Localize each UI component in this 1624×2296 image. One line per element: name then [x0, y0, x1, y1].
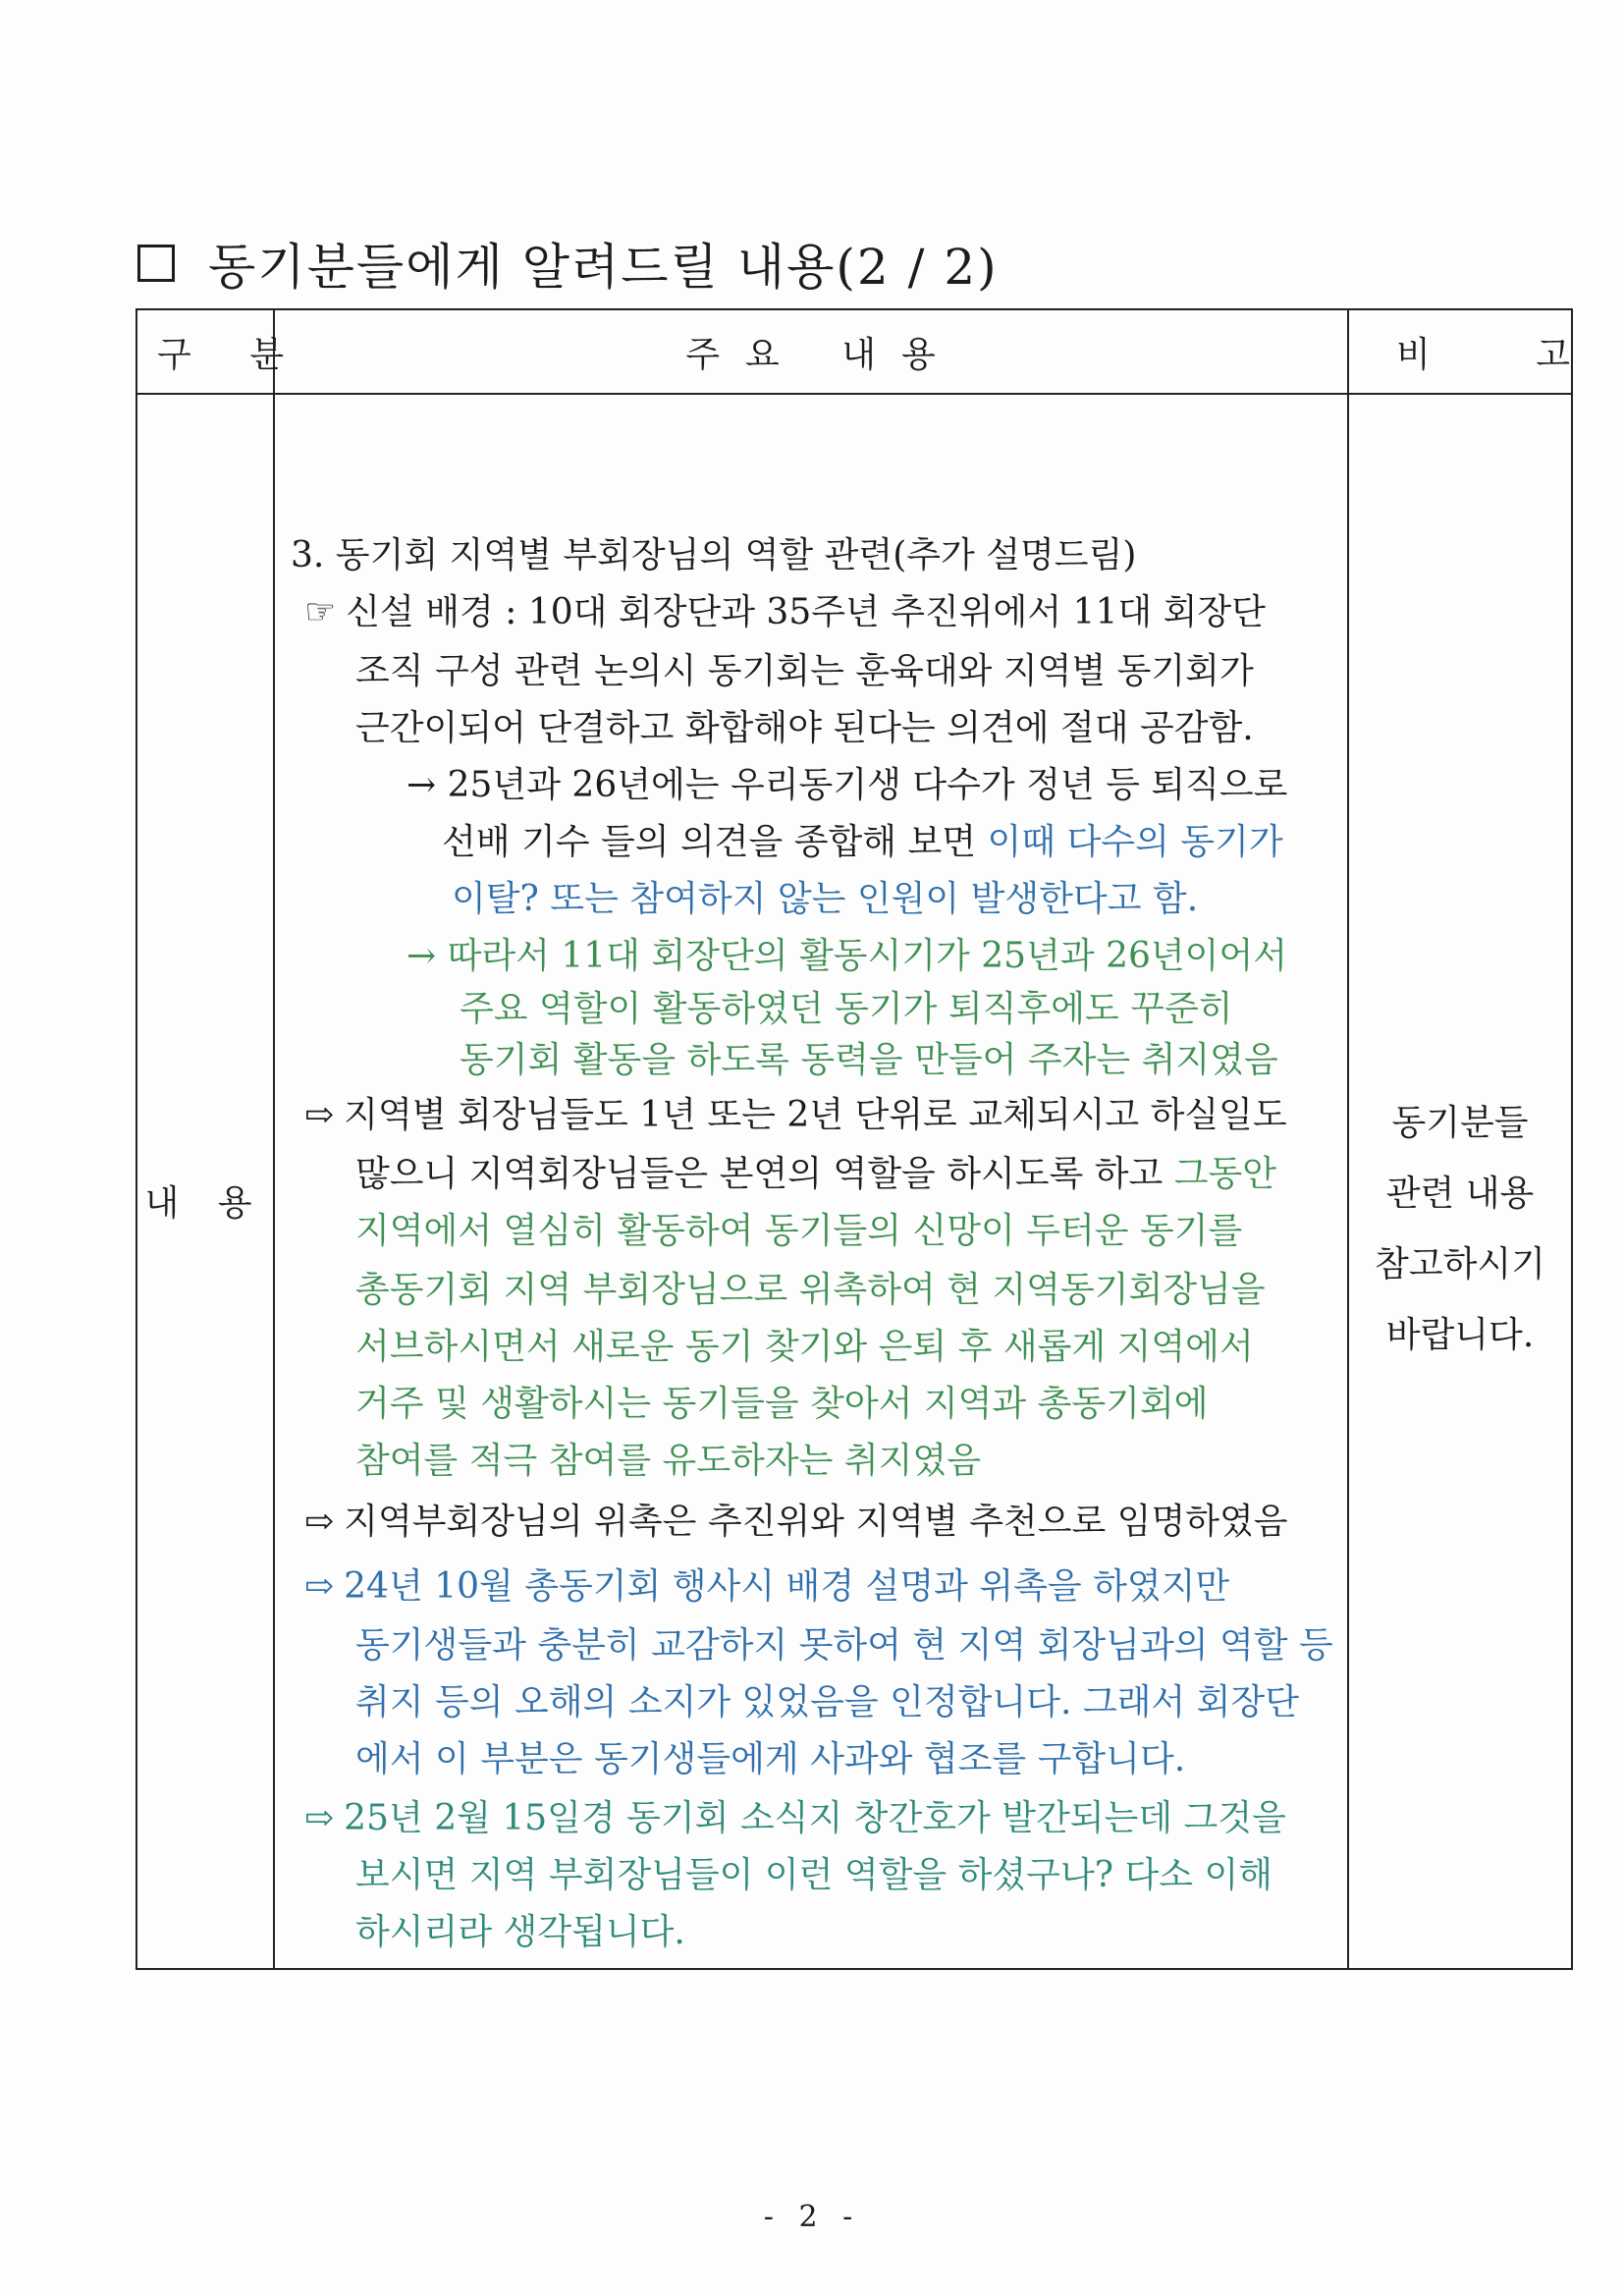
background-line-1: ☞ 신설 배경 : 10대 회장단과 35주년 추진위에서 11대 회장단 — [304, 592, 1266, 632]
pointing-hand-icon: ☞ — [304, 592, 337, 632]
outline-arrow-icon: ⇨ — [304, 1502, 335, 1542]
regional-line-5: 서브하시면서 새로운 동기 찾기와 은퇴 후 새롭게 지역에서 — [355, 1327, 1254, 1367]
outline-arrow-icon: ⇨ — [304, 1798, 335, 1838]
remark-line: 참고하시기 — [1375, 1244, 1545, 1285]
section-title: 3. 동기회 지역별 부회장님의 역할 관련(추가 설명드림) — [291, 535, 1137, 575]
arrow-line-4: → 따라서 11대 회장단의 활동시기가 25년과 26년이어서 — [406, 936, 1287, 976]
page-heading — [137, 228, 999, 299]
arrow-line-5: 주요 역할이 활동하였던 동기가 퇴직후에도 꾸준히 — [460, 989, 1233, 1029]
regional-line-2: 많으니 지역회장님들은 본연의 역할을 하시도록 하고 그동안 — [355, 1154, 1277, 1194]
regional-line-1: ⇨ 지역별 회장님들도 1년 또는 2년 단위로 교체되시고 하실일도 — [304, 1095, 1287, 1135]
checkbox-square-icon — [137, 245, 175, 282]
content-cell — [274, 394, 1348, 1969]
notice-table — [135, 308, 1617, 1970]
newsletter-line-2: 보시면 지역 부회장님들이 이런 역할을 하셨구나? 다소 이해 — [355, 1855, 1273, 1895]
header-gubun: 구 분 — [136, 309, 274, 394]
regional-line-7: 참여를 적극 참여를 유도하자는 취지였음 — [355, 1441, 981, 1481]
newsletter-line-1: ⇨ 25년 2월 15일경 동기회 소식지 창간호가 발간되는데 그것을 — [304, 1798, 1286, 1838]
page-number: - 2 - — [763, 2200, 861, 2234]
arrow-line-6: 동기회 활동을 하도록 동력을 만들어 주자는 취지였음 — [460, 1040, 1278, 1080]
table-header-row — [136, 309, 1572, 394]
regional-line-6: 거주 및 생활하시는 동기들을 찾아서 지역과 총동기회에 — [355, 1384, 1209, 1424]
remarks-cell — [1348, 394, 1572, 1969]
row-label: 내 용 — [136, 394, 274, 1969]
remark-line: 관련 내용 — [1385, 1174, 1535, 1214]
apology-line-2: 동기생들과 충분히 교감하지 못하여 현 지역 회장님과의 역할 등 — [355, 1625, 1333, 1666]
arrow-line-3: 이탈? 또는 참여하지 않는 인원이 발생한다고 함. — [452, 879, 1199, 919]
background-line-2: 조직 구성 관련 논의시 동기회는 훈육대와 지역별 동기회가 — [355, 651, 1254, 691]
header-main-content: 주요 내용 — [274, 309, 1348, 394]
newsletter-line-3: 하시리라 생각됩니다. — [355, 1912, 685, 1952]
appointment-line: ⇨ 지역부회장님의 위촉은 추진위와 지역별 추천으로 임명하였음 — [304, 1502, 1288, 1542]
remark-line: 바랍니다. — [1385, 1315, 1535, 1355]
outline-arrow-icon: ⇨ — [304, 1566, 335, 1607]
apology-line-3: 취지 등의 오해의 소지가 있었음을 인정합니다. 그래서 회장단 — [355, 1682, 1299, 1722]
background-line-3: 근간이되어 단결하고 화합해야 된다는 의견에 절대 공감함. — [355, 708, 1254, 748]
table-body-row — [136, 394, 1572, 1969]
regional-line-3: 지역에서 열심히 활동하여 동기들의 신망이 두터운 동기를 — [355, 1211, 1243, 1251]
outline-arrow-icon: ⇨ — [304, 1095, 335, 1135]
regional-line-4: 총동기회 지역 부회장님으로 위촉하여 현 지역동기회장님을 — [355, 1270, 1266, 1310]
page-title: 동기분들에게 알려드릴 내용(2 / 2) — [208, 239, 999, 296]
arrow-line-1: → 25년과 26년에는 우리동기생 다수가 정년 등 퇴직으로 — [406, 765, 1288, 805]
header-remarks: 비 고 — [1348, 309, 1572, 394]
apology-line-1: ⇨ 24년 10월 총동기회 행사시 배경 설명과 위촉을 하였지만 — [304, 1566, 1230, 1607]
apology-line-4: 에서 이 부분은 동기생들에게 사과와 협조를 구합니다. — [355, 1739, 1186, 1779]
arrow-line-2: 선배 기수 들의 의견을 종합해 보면 이때 다수의 동기가 — [442, 822, 1283, 862]
remark-line: 동기분들 — [1391, 1103, 1529, 1143]
